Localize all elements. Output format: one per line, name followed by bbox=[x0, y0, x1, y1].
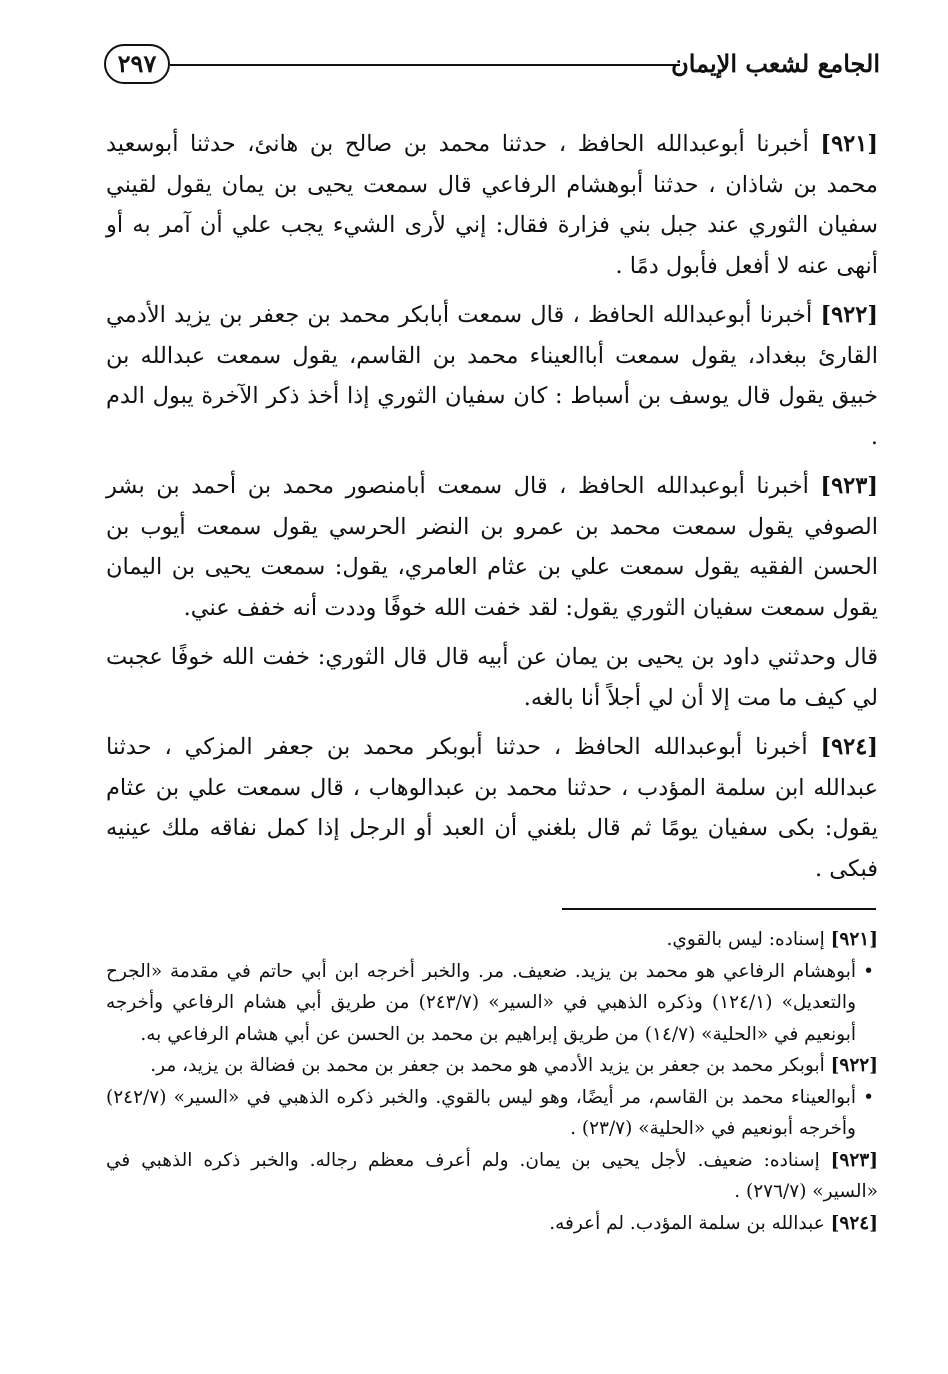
footnote-note-text: أبوهشام الرفاعي هو محمد بن يزيد. ضعيف. مر. والخبر أخرجه ابن أبي حاتم في مقدمة «الجرح والتعديل» (١٢٤/١) وذكره الذهبي في «السير» (٢٤٣/٧) من طريق أبي هشام الرفاعي وأخرجه أبونعيم في «الحلية» (١٤/٧) من طريق إبراهيم بن محمد بن الحسن عن أبي هشام الرفاعي به. bbox=[106, 960, 857, 1045]
paragraph-922 bbox=[106, 295, 878, 457]
footnote-922 bbox=[106, 1050, 878, 1082]
footnote-text: أبوبكر محمد بن جعفر بن يزيد الأدمي هو محمد بن جعفر بن محمد بن فضالة بن يزيد، مر. bbox=[150, 1055, 825, 1076]
footnote-921-note bbox=[106, 956, 878, 1051]
footnote-reference: [٩٢٣] bbox=[830, 1149, 878, 1171]
footnote-923 bbox=[106, 1145, 878, 1208]
paragraph-text: أخبرنا أبوعبدالله الحافظ ، حدثنا محمد بن صالح بن هانئ، حدثنا أبوسعيد محمد بن شاذان ، حدثنا أبوهشام الرفاعي قال سمعت يحيى بن يمان يقول لقيني سفيان الثوري عند جبل بني فزارة فقال: إني لأرى الشيء يجب علي أن آمر به أو أنهى عنه لا أفعل فأبول دمًا . bbox=[106, 131, 878, 279]
page-number: ٢٩٧ bbox=[104, 44, 170, 84]
bullet-icon: • bbox=[863, 960, 874, 982]
paragraph-text: قال وحدثني داود بن يحيى بن يمان عن أبيه قال قال الثوري: خفت الله خوفًا عجبت لي كيف ما مت إلا أن لي أجلاً أنا بالغه. bbox=[106, 644, 878, 711]
footnote-924 bbox=[106, 1208, 878, 1240]
bullet-icon: • bbox=[863, 1086, 874, 1108]
footnote-text: إسناده: ضعيف. لأجل يحيى بن يمان. ولم أعرف معظم رجاله. والخبر ذكره الذهبي في «السير» (٢٧٦/٧) . bbox=[106, 1149, 878, 1202]
footnote-text: عبدالله بن سلمة المؤدب. لم أعرفه. bbox=[549, 1212, 825, 1234]
paragraph-923-continued bbox=[106, 637, 878, 718]
footnote-reference: [٩٢٢] bbox=[830, 1055, 878, 1076]
paragraph-text: أخبرنا أبوعبدالله الحافظ ، قال سمعت أبامنصور محمد بن أحمد بن بشر الصوفي يقول سمعت محمد بن عمرو بن النضر الحرسي يقول سمعت أيوب بن الحسن الفقيه يقول سمعت علي بن عثام العامري، يقول: سمعت يحيى بن اليمان يقول سمعت سفيان الثوري يقول: لقد خفت الله خوفًا وددت أنه خفف عني. bbox=[106, 473, 878, 621]
footnote-922-note bbox=[106, 1082, 878, 1145]
header-rule bbox=[170, 64, 680, 66]
paragraph-924 bbox=[106, 727, 878, 889]
footnote-note-text: أبوالعيناء محمد بن القاسم، مر أيضًا، وهو ليس بالقوي. والخبر ذكره الذهبي في «السير» (٢٤٢/٧) وأخرجه أبونعيم في «الحلية» (٢٣/٧) . bbox=[106, 1086, 856, 1139]
main-text bbox=[106, 124, 878, 898]
reference-number: [٩٢٤] bbox=[820, 734, 879, 760]
footnote-separator bbox=[562, 908, 876, 910]
reference-number: [٩٢٢] bbox=[820, 302, 879, 328]
page-header bbox=[104, 38, 880, 94]
footnotes bbox=[106, 924, 878, 1239]
reference-number: [٩٢١] bbox=[820, 131, 878, 157]
footnote-text: إسناده: ليس بالقوي. bbox=[666, 929, 825, 950]
running-title: الجامع لشعب الإيمان bbox=[671, 49, 880, 78]
paragraph-text: أخبرنا أبوعبدالله الحافظ ، حدثنا أبوبكر محمد بن جعفر المزكي ، حدثنا عبدالله ابن سلمة المؤدب ، حدثنا محمد بن عبدالوهاب ، قال سمعت علي بن عثام يقول: بكى سفيان يومًا ثم قال بلغني أن العبد أو الرجل إذا كمل نفاقه ملك عينيه فبكى . bbox=[106, 734, 878, 882]
reference-number: [٩٢٣] bbox=[820, 473, 878, 499]
footnote-reference: [٩٢١] bbox=[830, 929, 878, 950]
paragraph-923 bbox=[106, 466, 878, 628]
paragraph-921 bbox=[106, 124, 878, 286]
footnote-reference: [٩٢٤] bbox=[830, 1212, 878, 1234]
footnote-921 bbox=[106, 924, 878, 956]
paragraph-text: أخبرنا أبوعبدالله الحافظ ، قال سمعت أبابكر محمد بن جعفر بن يزيد الأدمي القارئ ببغداد، يقول سمعت أباالعيناء محمد بن القاسم، يقول سمعت عبدالله بن خبيق يقول قال يوسف بن أسباط : كان سفيان الثوري إذا أخذ ذكر الآخرة يبول الدم . bbox=[106, 302, 878, 450]
